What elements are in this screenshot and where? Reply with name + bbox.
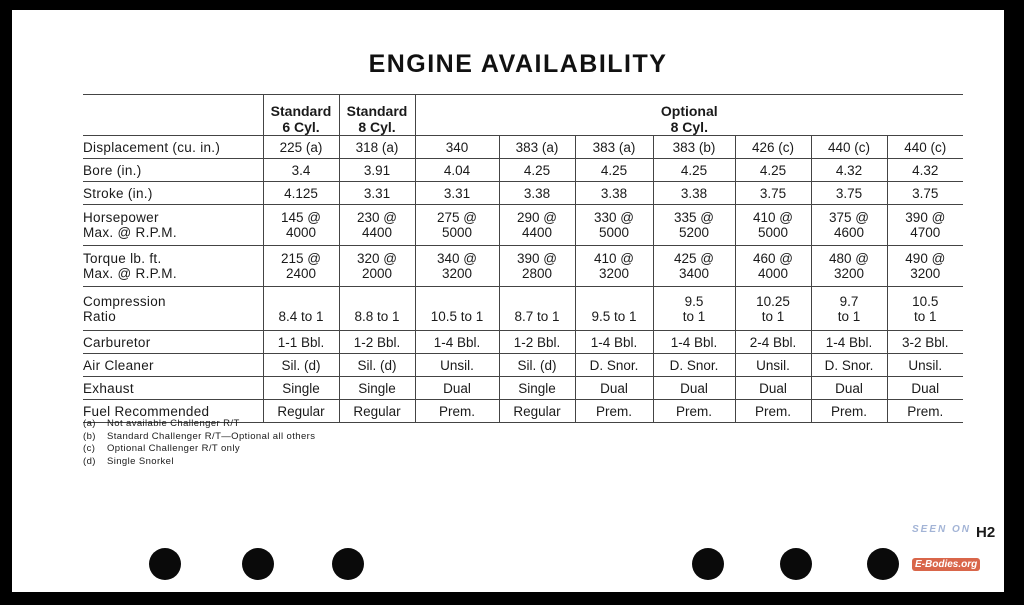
table-cell: 8.4 to 1 [263,287,339,331]
table-cell: 3.31 [415,182,499,205]
watermark-text-bottom: E-Bodies.org [912,558,980,571]
table-cell: Dual [575,377,653,400]
binder-hole [692,548,724,580]
row-label: Bore (in.) [83,159,263,182]
table-cell: 340 @ 3200 [415,246,499,287]
table-cell: 275 @ 5000 [415,205,499,246]
header-row [83,95,963,136]
table-cell: 290 @ 4400 [499,205,575,246]
table-row [83,377,963,400]
table-cell: Prem. [415,400,499,423]
table-cell: 330 @ 5000 [575,205,653,246]
table-cell: Regular [499,400,575,423]
binder-hole [242,548,274,580]
table-cell: 318 (a) [339,136,415,159]
table-cell: 10.25 to 1 [735,287,811,331]
table-cell: 230 @ 4400 [339,205,415,246]
table-cell: 440 (c) [887,136,963,159]
table-cell: 320 @ 2000 [339,246,415,287]
footnotes [83,418,315,468]
table-cell: 375 @ 4600 [811,205,887,246]
table-row [83,205,963,246]
table-cell: 4.04 [415,159,499,182]
table-cell: 1-4 Bbl. [575,331,653,354]
row-label: Torque lb. ft. Max. @ R.P.M. [83,246,263,287]
table-cell: 4.125 [263,182,339,205]
table-cell: 1-2 Bbl. [499,331,575,354]
table-cell: 8.8 to 1 [339,287,415,331]
table-cell: D. Snor. [811,354,887,377]
table-cell: 3.31 [339,182,415,205]
table-cell: 3.91 [339,159,415,182]
table-cell: 410 @ 3200 [575,246,653,287]
table-cell: 1-4 Bbl. [811,331,887,354]
table-cell: 383 (a) [575,136,653,159]
row-label: Displacement (cu. in.) [83,136,263,159]
row-label: Carburetor [83,331,263,354]
table-row [83,246,963,287]
footnote: (d) Single Snorkel [83,455,174,467]
page-title: ENGINE AVAILABILITY [368,50,668,78]
binder-hole [332,548,364,580]
table-cell: Prem. [575,400,653,423]
table-cell: 9.7 to 1 [811,287,887,331]
table-cell: 4.25 [499,159,575,182]
table-cell: 440 (c) [811,136,887,159]
table-cell: Single [339,377,415,400]
table-cell: Prem. [811,400,887,423]
table-cell: Prem. [653,400,735,423]
header-standard-6: Standard 6 Cyl. [263,95,339,136]
header-blank [83,95,263,136]
watermark-text-top: SEEN ON [912,524,972,535]
row-label: Horsepower Max. @ R.P.M. [83,205,263,246]
table-cell: 4.32 [887,159,963,182]
table-cell: 10.5 to 1 [887,287,963,331]
table-cell: Regular [339,400,415,423]
table-cell: Dual [811,377,887,400]
spec-card [12,10,1004,592]
binder-hole [780,548,812,580]
table-cell: Dual [887,377,963,400]
table-cell: 390 @ 2800 [499,246,575,287]
table-cell: 490 @ 3200 [887,246,963,287]
table-cell: 8.7 to 1 [499,287,575,331]
table-cell: 9.5 to 1 [653,287,735,331]
table-cell: 225 (a) [263,136,339,159]
table-cell: 9.5 to 1 [575,287,653,331]
table-cell: 383 (b) [653,136,735,159]
table-cell: 2-4 Bbl. [735,331,811,354]
table-cell: D. Snor. [653,354,735,377]
table-cell: Dual [653,377,735,400]
table-cell: 3.75 [887,182,963,205]
table-cell: 3.38 [575,182,653,205]
row-label: Stroke (in.) [83,182,263,205]
table-cell: 383 (a) [499,136,575,159]
table-cell: 460 @ 4000 [735,246,811,287]
table-cell: 3.38 [653,182,735,205]
table-cell: D. Snor. [575,354,653,377]
table-cell: Unsil. [887,354,963,377]
table-row [83,159,963,182]
row-label: Air Cleaner [83,354,263,377]
table-row [83,182,963,205]
table-cell: Sil. (d) [263,354,339,377]
table-cell: Regular [263,400,339,423]
table-cell: 145 @ 4000 [263,205,339,246]
header-standard-8: Standard 8 Cyl. [339,95,415,136]
table-cell: Unsil. [735,354,811,377]
table-row [83,354,963,377]
table-cell: 410 @ 5000 [735,205,811,246]
table-cell: 215 @ 2400 [263,246,339,287]
table-cell: 425 @ 3400 [653,246,735,287]
header-optional-8: Optional 8 Cyl. [415,95,963,136]
table-cell: 4.25 [653,159,735,182]
table-cell: Sil. (d) [499,354,575,377]
table-cell: 3.75 [735,182,811,205]
table-row [83,331,963,354]
table-cell: Prem. [887,400,963,423]
table-cell: 1-2 Bbl. [339,331,415,354]
table-cell: 426 (c) [735,136,811,159]
binder-hole [149,548,181,580]
footnote: (c) Optional Challenger R/T only [83,443,241,454]
table-cell: Single [263,377,339,400]
table-cell: Dual [415,377,499,400]
footnote: (b) Standard Challenger R/T—Optional all others [83,430,316,442]
table-cell: 1-4 Bbl. [415,331,499,354]
table-cell: 4.25 [575,159,653,182]
table-cell: 3.4 [263,159,339,182]
table-cell: 3-2 Bbl. [887,331,963,354]
table-row [83,287,963,331]
table-cell: 1-1 Bbl. [263,331,339,354]
table-cell: 340 [415,136,499,159]
binder-hole [867,548,899,580]
table-cell: Prem. [735,400,811,423]
table-cell: Sil. (d) [339,354,415,377]
table-cell: 10.5 to 1 [415,287,499,331]
table-cell: 480 @ 3200 [811,246,887,287]
table-cell: 4.25 [735,159,811,182]
table-cell: Unsil. [415,354,499,377]
row-label: Compression Ratio [83,287,263,331]
table-cell: 1-4 Bbl. [653,331,735,354]
table-cell: 3.38 [499,182,575,205]
row-label: Exhaust [83,377,263,400]
footnote: (a) Not available Challenger R/T [83,418,240,429]
table-cell: 3.75 [811,182,887,205]
table-cell: 4.32 [811,159,887,182]
row-label: Fuel Recommended [83,400,263,423]
table-cell: Single [499,377,575,400]
engine-table [83,94,963,423]
page-code: H2 [976,524,996,541]
table-row [83,136,963,159]
table-cell: Dual [735,377,811,400]
table-cell: 390 @ 4700 [887,205,963,246]
table-cell: 335 @ 5200 [653,205,735,246]
